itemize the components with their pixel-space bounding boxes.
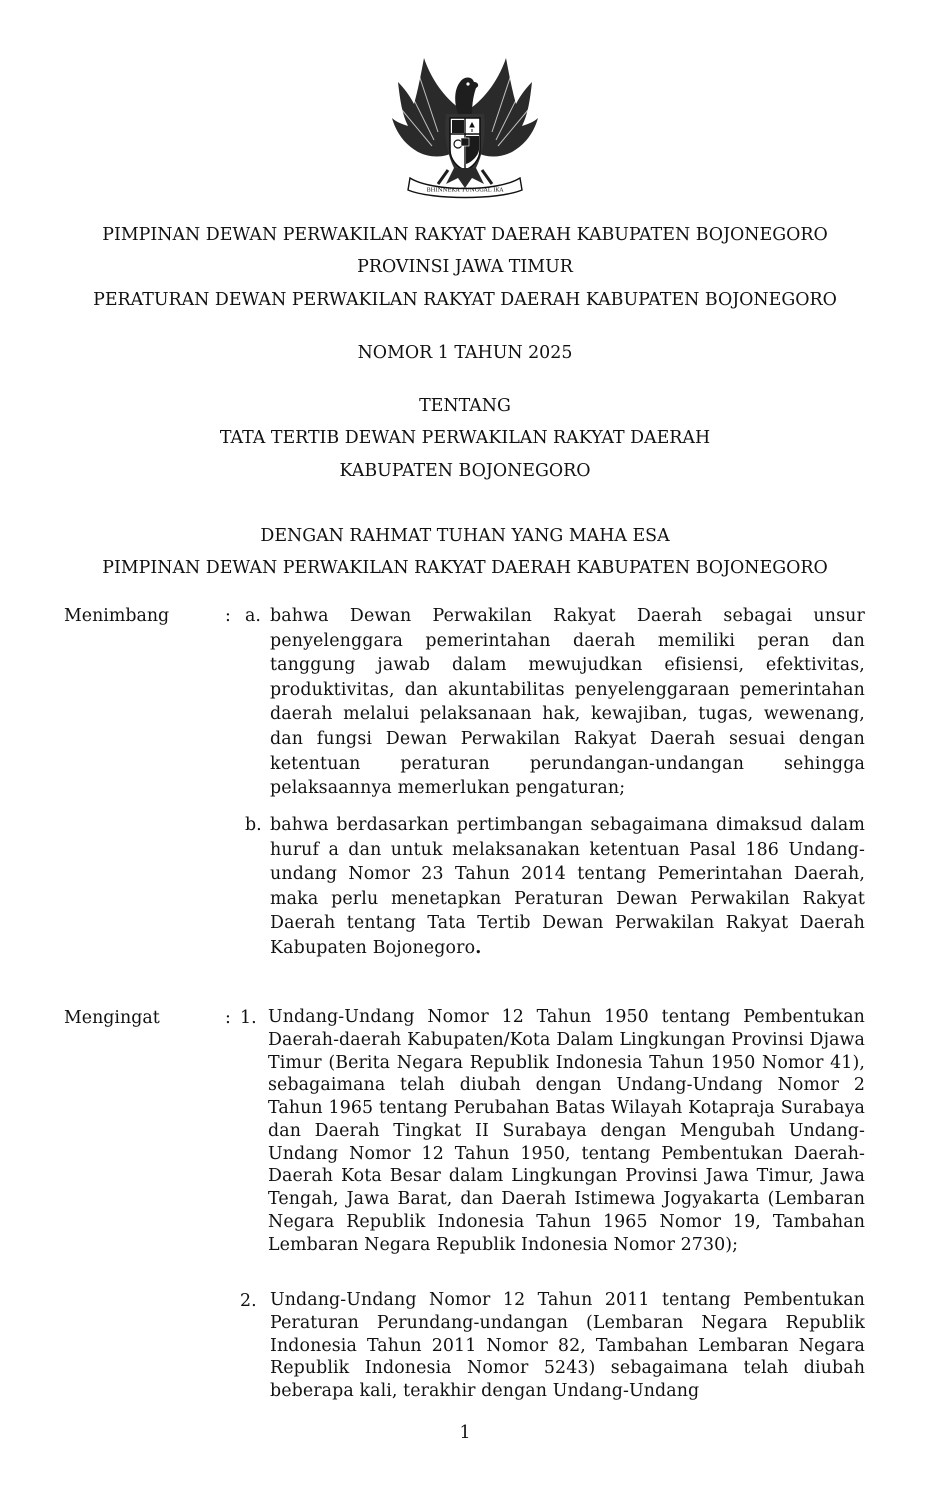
- regulation-number: NOMOR 1 TAHUN 2025: [357, 343, 573, 363]
- regulation-title: PERATURAN DEWAN PERWAKILAN RAKYAT DAERAH KABUPATEN BOJONEGORO: [93, 290, 837, 310]
- menimbang-item-b-end: .: [475, 937, 482, 958]
- institution-title: PIMPINAN DEWAN PERWAKILAN RAKYAT DAERAH KABUPATEN BOJONEGORO: [102, 225, 828, 245]
- garuda-emblem-icon: [388, 52, 542, 200]
- menimbang-item-a: bahwa Dewan Perwakilan Rakyat Daerah sebagai unsur penyelenggara pemerintahan daerah memiliki peran dan tanggung jawab dalam mewujudkan efisiensi, efektivitas, produktivitas, dan akuntabilitas penyelenggaraan pemerintahan daerah melalui pelaksanaan hak, kewajiban, tugas, wewenang, dan fungsi Dewan Perwakilan Rakyat Daerah sesuai dengan ketentuan peraturan perundangan-undangan sehingga pelaksaannya memerlukan pengaturan;: [270, 606, 865, 799]
- subject-line-2: KABUPATEN BOJONEGORO: [339, 461, 591, 481]
- menimbang-marker-a: a.: [245, 606, 261, 626]
- mengingat-item-2: Undang-Undang Nomor 12 Tahun 2011 tentang Pembentukan Peraturan Perundang-undangan (Lembaran Negara Republik Indonesia Tahun 2011 Nomor 82, Tambahan Lembaran Negara Republik Indonesia Nomor 5243) sebagaimana telah diubah beberapa kali, terakhir dengan Undang-Undang: [270, 1290, 865, 1401]
- page-number: 1: [459, 1423, 471, 1443]
- mengingat-marker-2: 2.: [240, 1291, 257, 1311]
- menimbang-item-b: [270, 813, 865, 961]
- subject-line-1: TATA TERTIB DEWAN PERWAKILAN RAKYAT DAERAH: [219, 428, 711, 448]
- mengingat-item-1: Undang-Undang Nomor 12 Tahun 1950 tentang Pembentukan Daerah-daerah Kabupaten/Kota Dalam Lingkungan Provinsi Djawa Timur (Berita Negara Republik Indonesia Tahun 1950 Nomor 41), sebagaimana telah diubah dengan Undang-Undang Nomor 2 Tahun 1965 tentang Perubahan Batas Wilayah Kotapraja Surabaya dan Daerah Tingkat II Surabaya dengan Mengubah Undang-Undang Nomor 12 Tahun 1950, tentang Pembentukan Daerah-Daerah Kota Besar dalam Lingkungan Provinsi Jawa Timur, Jawa Tengah, Jawa Barat, dan Daerah Istimewa Jogyakarta (Lembaran Negara Republik Indonesia Tahun 1965 Nomor 19, Tambahan Lembaran Negara Republik Indonesia Nomor 2730);: [268, 1007, 865, 1255]
- authority-heading: PIMPINAN DEWAN PERWAKILAN RAKYAT DAERAH KABUPATEN BOJONEGORO: [102, 558, 828, 578]
- mengingat-colon: :: [225, 1008, 231, 1028]
- mengingat-marker-1: 1.: [240, 1008, 257, 1028]
- grace-heading: DENGAN RAHMAT TUHAN YANG MAHA ESA: [260, 526, 670, 546]
- province-title: PROVINSI JAWA TIMUR: [357, 257, 573, 277]
- menimbang-item-b-text: bahwa berdasarkan pertimbangan sebagaimana dimaksud dalam huruf a dan untuk melaksanakan ketentuan Pasal 186 Undang-undang Nomor 23 Tahun 2014 tentang Pemerintahan Daerah, maka perlu menetapkan Peraturan Dewan Perwakilan Rakyat Daerah tentang Tata Tertib Dewan Perwakilan Rakyat Daerah Kabupaten Bojonegoro: [270, 815, 865, 958]
- about-heading: TENTANG: [419, 396, 511, 416]
- emblem-motto: BHINNEKA TUNGGAL IKA: [426, 187, 504, 194]
- menimbang-marker-b: b.: [245, 815, 262, 835]
- menimbang-label: Menimbang: [64, 606, 170, 626]
- menimbang-colon: :: [225, 606, 231, 626]
- mengingat-label: Mengingat: [64, 1008, 160, 1028]
